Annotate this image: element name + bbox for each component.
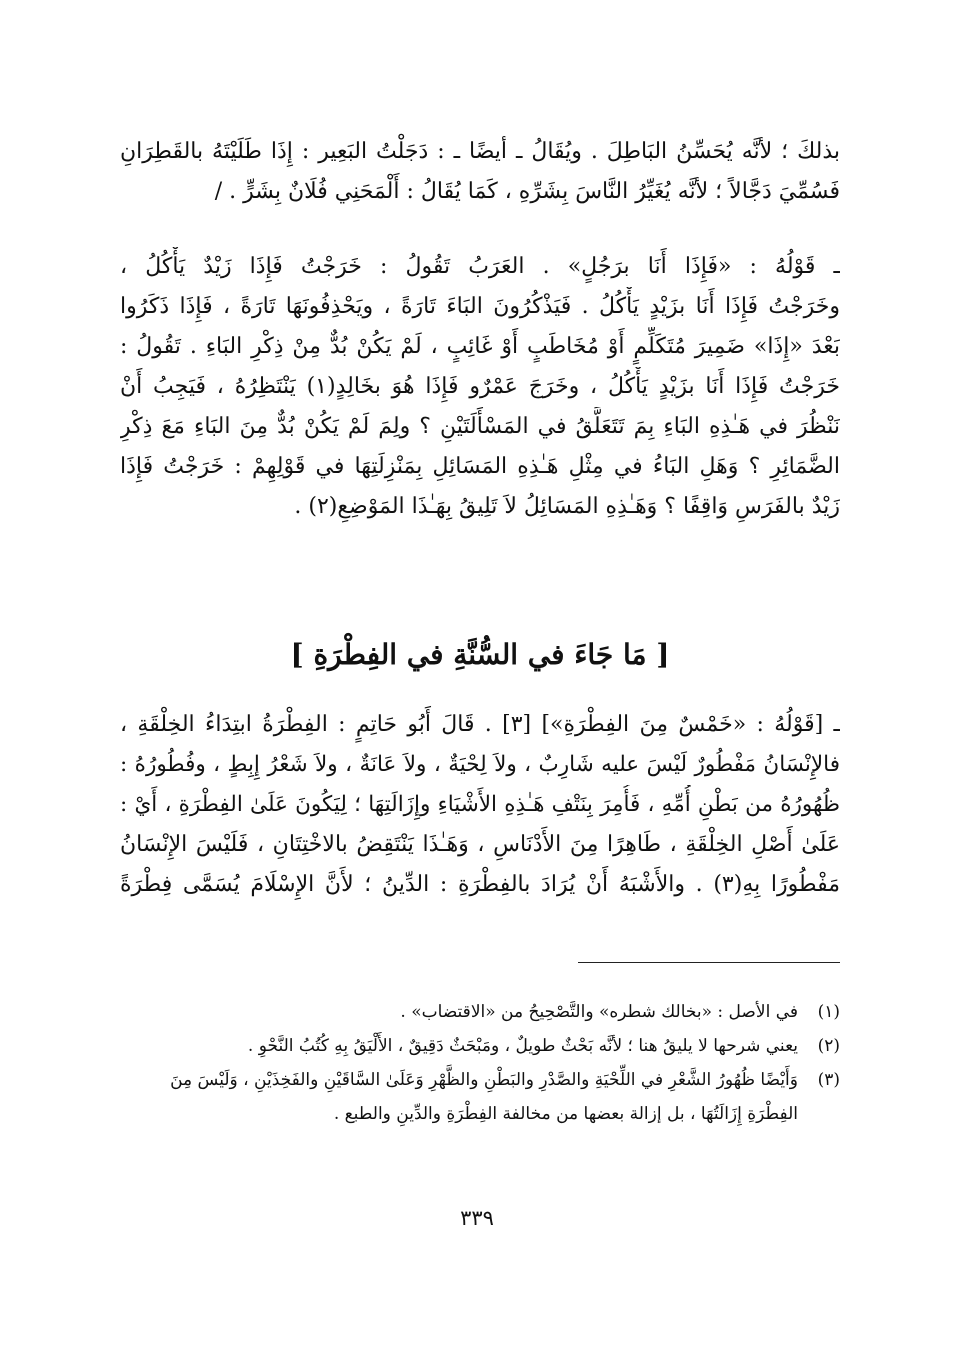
section-heading: [ مَا جَاءَ في السُّنَّةِ في الفِطْرَةِ ] bbox=[290, 638, 670, 671]
paragraph-3 bbox=[120, 705, 840, 905]
text-line: خَرَجْتُ فَإِذَا أَنَا بزَيْدٍ يَأْكُلُ ، وخَرَجَ عَمْرٌو فَإِذَا هُوَ بخَالِدٍ(١) يَنْتَظِرُهُ ، فَيَجِبُ أَنْ bbox=[120, 374, 840, 399]
footnote-line: وَأَيْضًا ظُهُورُ الشَّعْرِ في اللِّحْيَةِ والصَّدْرِ والبَطْنِ والظَّهْرِ وَعَلَىٰ السَّاقَيْنِ والفَخِذَيْنِ ، وَلَيْسَ مِنَ bbox=[170, 1070, 798, 1090]
text-line: فَسُمِّيَ دَجَّالاً ؛ لأنَّه يُغَيِّرُ النَّاسَ بِشَرِّهِ ، كَمَا يُقَالُ : أَلْمَحَنِي فُلَانٌ بِشَرٍّ . / bbox=[214, 179, 840, 204]
text-line: زَيْدٌ بالفَرَسِ وَاقِفًا ؟ وَهَـٰذِهِ المَسَائِلُ لاَ تَلِيقُ بِهَـٰذَا المَوْضِعِ(٢) . bbox=[294, 494, 840, 519]
footnote-3 bbox=[120, 1063, 840, 1131]
footnote-number: (٣) bbox=[817, 1070, 840, 1090]
text-line: الضَّمَائِرِ ؟ وَهَلِ البَاءُ في مِثْلِ هَـٰذِهِ المَسَائِلِ بِمَنْزِلَتِهَا في قَوْلِهِمْ : خَرَجْتُ فَإِذَا bbox=[120, 454, 840, 479]
text-line: ـ قَوْلُهُ : «فَإِذَا أَنَا برَجُلٍ» . العَرَبُ تَقُولُ : خَرَجْتُ فَإِذَا زَيْدٌ يَأْكُلُ ، bbox=[120, 254, 840, 279]
text-line: بذلكَ ؛ لأنَّه يُحَسِّنُ البَاطِلَ . ويُقَالُ ـ أيضًا ـ : دَجَلْتُ البَعِير : إِذَا طَلَيْتَهُ بالقَطِرَانِ bbox=[120, 139, 840, 164]
footnote-separator bbox=[578, 962, 840, 963]
footnote-text bbox=[120, 995, 798, 1029]
footnote-line: يعني شرحها لا يليقُ هنا ؛ لأنَّه بَحْثٌ طويلٌ ، ومَبْحَثٌ دَقِيقٌ ، الأَلْيَقُ بِهِ كُتُبُ النَّحْوِ . bbox=[247, 1036, 798, 1056]
footnote-number: (٢) bbox=[817, 1036, 840, 1056]
footnote-line: في الأصل : «بخالك شطره» والتَّصْحِيحُ من «الاقتضاب» . bbox=[400, 1002, 798, 1022]
paragraph-2 bbox=[120, 247, 840, 527]
text-line: ـ [قَوْلُهُ : «خَمْسٌ مِنَ الفِطْرَةِ»] [٣] . قَالَ أَبُو حَاتِمٍ : الفِطْرَةُ ابتِدَاءُ الخِلْقَةِ ، bbox=[120, 712, 840, 737]
text-line: بَعْدَ «إِذَا» ضَمِيرَ مُتَكَلِّمٍ أَوْ مُخَاطَبٍ أَوْ غَائِبٍ ، لَمْ يَكُنْ بُدٌّ مِنْ ذِكْرِ البَاءِ . تَقُولُ : bbox=[120, 334, 840, 359]
page-number: ٣٣٩ bbox=[460, 1206, 494, 1230]
paragraph-1 bbox=[120, 132, 840, 212]
text-line: عَلَىٰ أَصْلِ الخِلْقَةِ ، طَاهِرًا مِنَ الأَدْنَاسِ ، وَهَـٰذَا يَنْتَقِضُ بالاخْتِتَانِ ، فَلَيْسَ الإِنْسَانُ bbox=[120, 832, 840, 857]
text-line: فالإِنْسَانُ مَفْطُورٌ لَيْسَ عليه شَارِبٌ ، ولاَ لِحْيَةٌ ، ولاَ عَانَةٌ ، ولاَ شَعْرُ إِبِطٍ ، وفُطُورُهُ : bbox=[120, 752, 840, 777]
text-line: ظُهُورُهُ من بَطْنِ أُمِّهِ ، فَأُمِرَ بِنَتْفِ هَـٰذِهِ الأَشْيَاءِ وإِزَالَتِهَا ؛ لِيَكُونَ عَلَىٰ الفِطْرَةِ ، أَيْ : bbox=[120, 792, 840, 817]
text-line: وخَرَجْتُ فَإِذَا أَنَا بزَيْدٍ يَأْكُلُ . فَيَذْكُرُونَ البَاءَ تَارَةً ، ويَحْذِفُونَهَا تَارَةً ، فَإِذَا ذَكَرُوا bbox=[120, 294, 840, 319]
footnote-text bbox=[120, 1029, 798, 1063]
footnote-number: (١) bbox=[817, 1002, 840, 1022]
text-line: نَنْظُرَ في هَـٰذِهِ البَاءِ بِمَ تَتَعَلَّقُ في المَسْأَلَتَيْنِ ؟ ولِمَ لَمْ يَكُنْ بُدٌّ مِنَ البَاءِ مَعَ ذِكْرِ bbox=[120, 414, 840, 439]
text-line: مَفْطُورًا بِهِ(٣) . والأَشْبَهُ أَنْ يُرَادَ بالفِطْرَةِ : الدِّينُ ؛ لأَنَّ الإِسْلَامَ يُسَمَّى فِطْرَةً bbox=[120, 872, 840, 897]
footnote-1 bbox=[120, 995, 840, 1029]
footnote-text bbox=[120, 1063, 798, 1131]
footnote-2 bbox=[120, 1029, 840, 1063]
footnotes bbox=[120, 995, 840, 1131]
footnote-line: الفِطْرَةِ إِزَالَتُهَا ، بل إزالة بعضها من مخالفة الفِطْرَةِ والدِّينِ والطبع . bbox=[333, 1104, 798, 1124]
